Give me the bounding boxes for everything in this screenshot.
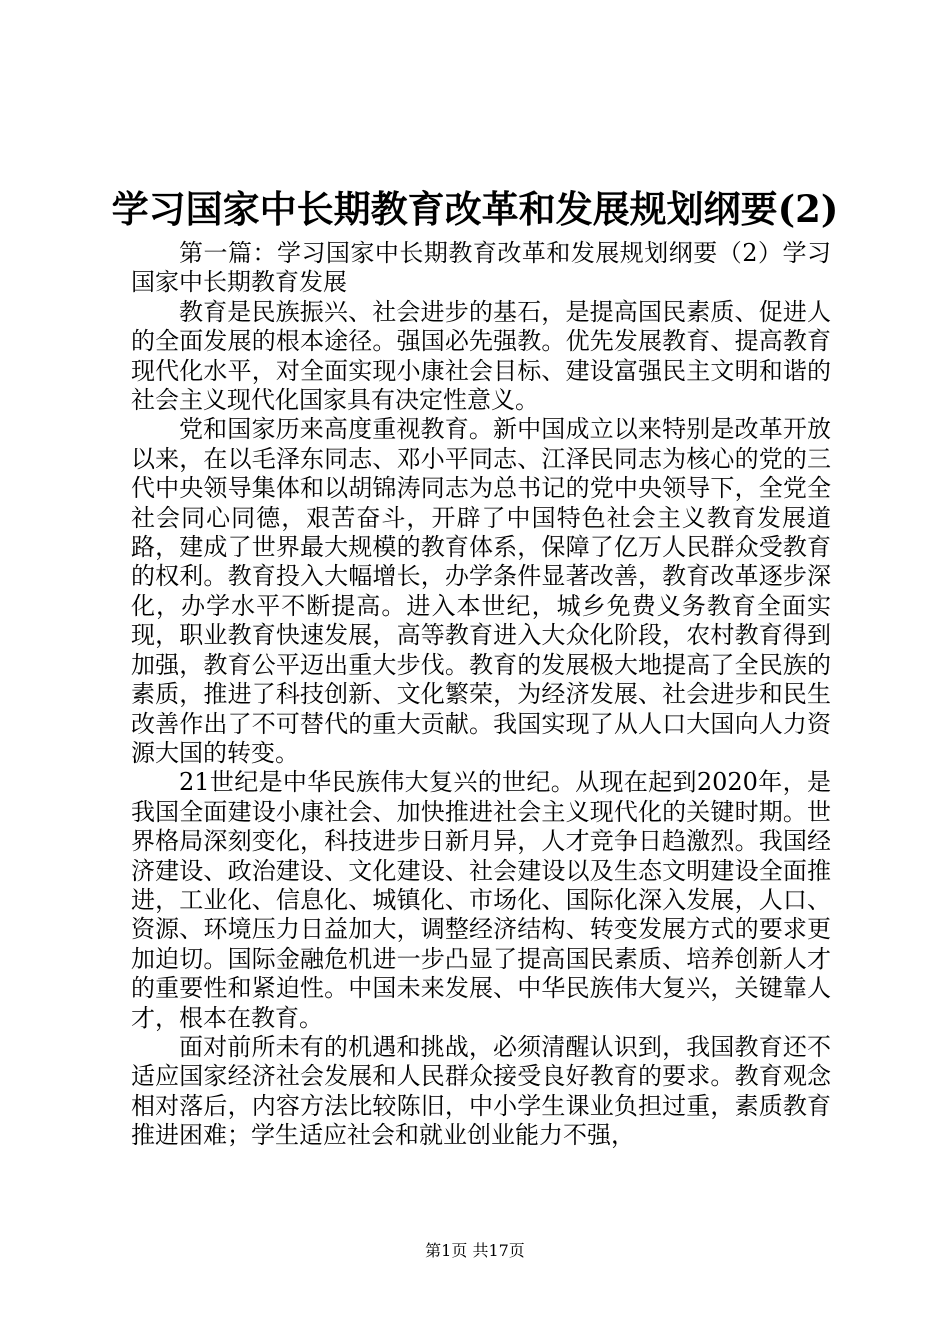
paragraph: 第一篇：学习国家中长期教育改革和发展规划纲要（2）学习国家中长期教育发展 bbox=[131, 239, 831, 297]
paragraph: 面对前所未有的机遇和挑战，必须清醒认识到，我国教育还不适应国家经济社会发展和人民群众接受良好教育的要求。教育观念相对落后，内容方法比较陈旧，中小学生课业负担过重，素质教育推进困难；学生适应社会和就业创业能力不强， bbox=[131, 1032, 831, 1150]
page-footer: 第1页 共17页 bbox=[425, 1241, 525, 1260]
paragraph: 教育是民族振兴、社会进步的基石，是提高国民素质、促进人的全面发展的根本途径。强国必先强教。优先发展教育、提高教育现代化水平，对全面实现小康社会目标、建设富强民主文明和谐的社会主义现代化国家具有决定性意义。 bbox=[131, 297, 831, 415]
paragraph: 党和国家历来高度重视教育。新中国成立以来特别是改革开放以来，在以毛泽东同志、邓小平同志、江泽民同志为核心的党的三代中央领导集体和以胡锦涛同志为总书记的党中央领导下，全党全社会同心同德，艰苦奋斗，开辟了中国特色社会主义教育发展道路，建成了世界最大规模的教育体系，保障了亿万人民群众受教育的权利。教育投入大幅增长，办学条件显著改善，教育改革逐步深化，办学水平不断提高。进入本世纪，城乡免费义务教育全面实现，职业教育快速发展，高等教育进入大众化阶段，农村教育得到加强，教育公平迈出重大步伐。教育的发展极大地提高了全民族的素质，推进了科技创新、文化繁荣，为经济发展、社会进步和民生改善作出了不可替代的重大贡献。我国实现了从人口大国向人力资源大国的转变。 bbox=[131, 415, 831, 767]
document-title: 学习国家中长期教育改革和发展规划纲要(2) bbox=[111, 187, 839, 231]
document-body bbox=[131, 239, 831, 1151]
paragraph: 21世纪是中华民族伟大复兴的世纪。从现在起到2020年，是我国全面建设小康社会、加快推进社会主义现代化的关键时期。世界格局深刻变化，科技进步日新月异，人才竞争日趋激烈。我国经济建设、政治建设、文化建设、社会建设以及生态文明建设全面推进，工业化、信息化、城镇化、市场化、国际化深入发展，人口、资源、环境压力日益加大，调整经济结构、转变发展方式的要求更加迫切。国际金融危机进一步凸显了提高国民素质、培养创新人才的重要性和紧迫性。中国未来发展、中华民族伟大复兴，关键靠人才，根本在教育。 bbox=[131, 768, 831, 1032]
